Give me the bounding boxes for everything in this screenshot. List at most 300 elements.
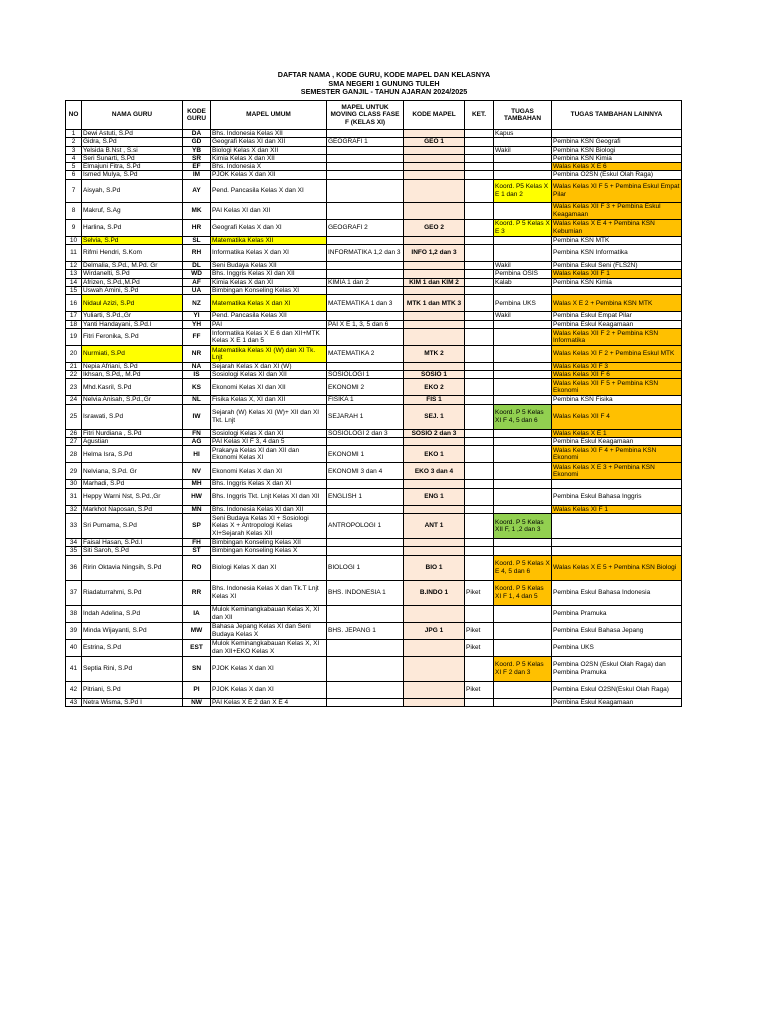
cell-mapel-moving-class: BIOLOGI 1 <box>327 555 404 580</box>
cell-tugas-tambahan: Pembina UKS <box>494 295 552 312</box>
cell-mapel-moving-class: SOSIOLOGI 1 <box>327 371 404 379</box>
cell-mapel-umum: Biologi Kelas X dan XII <box>211 146 327 154</box>
cell-kode-guru: MH <box>183 480 211 488</box>
header-mapel-moving-class: MAPEL UNTUK MOVING CLASS FASE F (KELAS XI) <box>327 101 404 130</box>
table-row <box>66 429 682 437</box>
cell-tugas-tambahan <box>494 286 552 294</box>
cell-mapel-moving-class <box>327 179 404 202</box>
cell-mapel-umum: Geografi Kelas XI dan XII <box>211 138 327 146</box>
cell-kode-mapel: MTK 2 <box>404 345 465 362</box>
cell-mapel-umum: PJOK Kelas X dan XII <box>211 171 327 179</box>
cell-tugas-tambahan-lainnya: Walas Kelas XII F 1 <box>552 270 682 278</box>
table-row <box>66 538 682 546</box>
cell-tugas-tambahan: Koord. P5 Kelas X E 1 dan 2 <box>494 179 552 202</box>
cell-no: 14 <box>66 278 82 286</box>
cell-no: 28 <box>66 446 82 463</box>
cell-ket <box>465 538 494 546</box>
table-row <box>66 286 682 294</box>
cell-tugas-tambahan-lainnya <box>552 286 682 294</box>
cell-tugas-tambahan <box>494 154 552 162</box>
cell-mapel-moving-class: INFORMATIKA 1,2 dan 3 <box>327 245 404 262</box>
cell-mapel-umum: Informatika Kelas X dan XI <box>211 245 327 262</box>
cell-nama-guru: Ismed Mulya, S.Pd <box>82 171 183 179</box>
cell-tugas-tambahan <box>494 681 552 698</box>
cell-tugas-tambahan: Wakil <box>494 262 552 270</box>
cell-ket <box>465 312 494 320</box>
cell-mapel-umum: Bhs. Indonesia Kelas X dan Tk.T Lnjt Kelas XI <box>211 580 327 605</box>
cell-no: 23 <box>66 379 82 396</box>
cell-tugas-tambahan: Wakil <box>494 146 552 154</box>
cell-no: 40 <box>66 639 82 656</box>
cell-mapel-moving-class <box>327 262 404 270</box>
cell-mapel-moving-class: GEOGRAFI 2 <box>327 219 404 236</box>
cell-ket <box>465 154 494 162</box>
cell-tugas-tambahan <box>494 698 552 706</box>
cell-mapel-umum: Bhs. Indonesia Kelas XII <box>211 130 327 138</box>
cell-mapel-umum: Bhs. Indonesia Kelas XI dan XII <box>211 505 327 513</box>
cell-no: 8 <box>66 202 82 219</box>
cell-mapel-umum: Ekonomi Kelas XI dan XII <box>211 379 327 396</box>
cell-mapel-moving-class: BHS. JEPANG 1 <box>327 622 404 639</box>
cell-nama-guru: Mhd.Kasril, S.Pd <box>82 379 183 396</box>
cell-mapel-moving-class <box>327 639 404 656</box>
cell-tugas-tambahan <box>494 538 552 546</box>
cell-ket <box>465 396 494 404</box>
cell-mapel-moving-class <box>327 163 404 171</box>
cell-tugas-tambahan-lainnya: Pembina Eskul Empat Pilar <box>552 312 682 320</box>
cell-mapel-umum: Bhs. Inggris Tkt. Lnjt Kelas XI dan XII <box>211 488 327 505</box>
cell-ket <box>465 379 494 396</box>
cell-mapel-moving-class: EKONOMI 2 <box>327 379 404 396</box>
cell-mapel-moving-class: SEJARAH 1 <box>327 404 404 429</box>
cell-tugas-tambahan-lainnya: Pembina KSN Kimia <box>552 278 682 286</box>
cell-tugas-tambahan <box>494 163 552 171</box>
table-row <box>66 146 682 154</box>
cell-no: 11 <box>66 245 82 262</box>
cell-mapel-umum: Matematika Kelas X dan XI <box>211 295 327 312</box>
cell-nama-guru: Siti Saroh, S.Pd <box>82 547 183 555</box>
cell-tugas-tambahan-lainnya: Walas Kelas XI F 4 + Pembina KSN Ekonomi <box>552 446 682 463</box>
cell-no: 1 <box>66 130 82 138</box>
cell-tugas-tambahan: Pembina OSIS <box>494 270 552 278</box>
cell-kode-mapel <box>404 480 465 488</box>
cell-tugas-tambahan <box>494 505 552 513</box>
table-row <box>66 328 682 345</box>
cell-mapel-moving-class <box>327 328 404 345</box>
table-row <box>66 278 682 286</box>
cell-mapel-moving-class: EKONOMI 3 dan 4 <box>327 463 404 480</box>
cell-kode-guru: EST <box>183 639 211 656</box>
cell-kode-mapel <box>404 681 465 698</box>
cell-tugas-tambahan-lainnya <box>552 480 682 488</box>
cell-mapel-umum: Sosiologi Kelas XI dan XII <box>211 371 327 379</box>
cell-tugas-tambahan <box>494 236 552 244</box>
cell-tugas-tambahan-lainnya: Pembina UKS <box>552 639 682 656</box>
table-row <box>66 404 682 429</box>
cell-kode-guru: SN <box>183 656 211 681</box>
cell-mapel-umum: Sosiologi Kelas X dan XI <box>211 429 327 437</box>
cell-kode-guru: IW <box>183 404 211 429</box>
cell-nama-guru: Estrina, S.Pd <box>82 639 183 656</box>
cell-no: 20 <box>66 345 82 362</box>
cell-kode-mapel <box>404 438 465 446</box>
cell-tugas-tambahan <box>494 639 552 656</box>
cell-kode-mapel <box>404 154 465 162</box>
cell-kode-guru: SR <box>183 154 211 162</box>
cell-tugas-tambahan <box>494 396 552 404</box>
cell-mapel-moving-class: FISIKA 1 <box>327 396 404 404</box>
cell-no: 9 <box>66 219 82 236</box>
table-row <box>66 463 682 480</box>
cell-kode-mapel: EKO 1 <box>404 446 465 463</box>
cell-ket <box>465 371 494 379</box>
table-row <box>66 295 682 312</box>
cell-kode-guru: DL <box>183 262 211 270</box>
cell-mapel-moving-class: KIMIA 1 dan 2 <box>327 278 404 286</box>
cell-tugas-tambahan: Kalab <box>494 278 552 286</box>
cell-mapel-moving-class <box>327 656 404 681</box>
cell-nama-guru: Gidra, S.Pd <box>82 138 183 146</box>
cell-mapel-moving-class <box>327 171 404 179</box>
cell-tugas-tambahan-lainnya: Walas X E 2 + Pembina KSN MTK <box>552 295 682 312</box>
cell-ket: Piket <box>465 681 494 698</box>
cell-tugas-tambahan: Kapus <box>494 130 552 138</box>
cell-no: 2 <box>66 138 82 146</box>
cell-nama-guru: Indah Adelina, S.Pd <box>82 605 183 622</box>
cell-mapel-umum: Pend. Pancasila Kelas X dan XI <box>211 179 327 202</box>
cell-tugas-tambahan-lainnya: Pembina KSN MTK <box>552 236 682 244</box>
cell-no: 21 <box>66 362 82 370</box>
cell-ket <box>465 270 494 278</box>
table-row <box>66 270 682 278</box>
cell-nama-guru: Selvia, S.Pd <box>82 236 183 244</box>
semester-label: SEMESTER GANJIL - TAHUN AJARAN 2024/2025 <box>300 87 468 97</box>
cell-tugas-tambahan: Koord. P 5 Kelas XI F 1, 4 dan 5 <box>494 580 552 605</box>
cell-mapel-moving-class <box>327 538 404 546</box>
header-ket: KET. <box>465 101 494 130</box>
cell-mapel-umum: PAI Kelas XI F 3, 4 dan 5 <box>211 438 327 446</box>
cell-ket <box>465 656 494 681</box>
cell-kode-mapel: SOSIO 1 <box>404 371 465 379</box>
cell-no: 27 <box>66 438 82 446</box>
cell-kode-mapel <box>404 312 465 320</box>
cell-kode-mapel: INFO 1,2 dan 3 <box>404 245 465 262</box>
cell-nama-guru: Helma Isra, S.Pd <box>82 446 183 463</box>
cell-no: 3 <box>66 146 82 154</box>
cell-kode-mapel <box>404 639 465 656</box>
cell-mapel-moving-class <box>327 547 404 555</box>
cell-mapel-umum: Ekonomi Kelas X dan XI <box>211 463 327 480</box>
table-row <box>66 163 682 171</box>
cell-kode-guru: RO <box>183 555 211 580</box>
table-row <box>66 345 682 362</box>
cell-no: 35 <box>66 547 82 555</box>
cell-kode-guru: MW <box>183 622 211 639</box>
table-row <box>66 555 682 580</box>
cell-tugas-tambahan-lainnya: Walas Kelas XI F 5 + Pembina Eskul Empat Pilar <box>552 179 682 202</box>
cell-ket <box>465 236 494 244</box>
cell-tugas-tambahan-lainnya: Pembina O2SN (Eskul Olah Raga) <box>552 171 682 179</box>
cell-kode-mapel <box>404 163 465 171</box>
cell-kode-guru: FF <box>183 328 211 345</box>
document-header <box>0 71 768 97</box>
cell-mapel-moving-class <box>327 681 404 698</box>
cell-kode-mapel <box>404 130 465 138</box>
cell-no: 13 <box>66 270 82 278</box>
header-kode-mapel: KODE MAPEL <box>404 101 465 130</box>
cell-no: 36 <box>66 555 82 580</box>
cell-kode-mapel <box>404 270 465 278</box>
cell-kode-guru: KS <box>183 379 211 396</box>
school-name: SMA NEGERI 1 GUNUNG TULEH <box>328 78 440 88</box>
cell-mapel-umum: PAI <box>211 320 327 328</box>
cell-nama-guru: Heppy Warni Nst, S.Pd.,Gr <box>82 488 183 505</box>
table-row <box>66 320 682 328</box>
cell-ket <box>465 698 494 706</box>
cell-tugas-tambahan <box>494 371 552 379</box>
cell-kode-guru: NW <box>183 698 211 706</box>
cell-mapel-umum: Bimbingan Konseling Kelas X <box>211 547 327 555</box>
table-row <box>66 656 682 681</box>
cell-nama-guru: Dewi Astuti, S.Pd <box>82 130 183 138</box>
cell-ket <box>465 219 494 236</box>
cell-mapel-moving-class <box>327 438 404 446</box>
cell-kode-mapel <box>404 179 465 202</box>
cell-kode-mapel: GEO 2 <box>404 219 465 236</box>
cell-tugas-tambahan-lainnya: Pembina Eskul O2SN(Eskul Olah Raga) <box>552 681 682 698</box>
cell-kode-guru: PI <box>183 681 211 698</box>
cell-mapel-moving-class: MATEMATIKA 1 dan 3 <box>327 295 404 312</box>
cell-mapel-moving-class: ENGLISH 1 <box>327 488 404 505</box>
cell-no: 25 <box>66 404 82 429</box>
cell-ket: Piket <box>465 639 494 656</box>
cell-mapel-umum: PJOK Kelas X dan XI <box>211 681 327 698</box>
cell-nama-guru: Faisal Hasan, S.Pd.I <box>82 538 183 546</box>
cell-tugas-tambahan: Koord. P 5 Kelas X E 4, 5 dan 6 <box>494 555 552 580</box>
cell-tugas-tambahan: Koord. P 5 Kelas XII F, 1 ,2 dan 3 <box>494 513 552 538</box>
cell-kode-mapel <box>404 328 465 345</box>
cell-mapel-umum: Informatika Kelas X E 6 dan XII+MTK Kelas X E 1 dan 5 <box>211 328 327 345</box>
cell-nama-guru: Nurmiati, S.Pd <box>82 345 183 362</box>
cell-tugas-tambahan <box>494 463 552 480</box>
cell-kode-guru: YB <box>183 146 211 154</box>
cell-kode-guru: NR <box>183 345 211 362</box>
cell-kode-guru: IA <box>183 605 211 622</box>
cell-ket <box>465 179 494 202</box>
cell-kode-mapel <box>404 538 465 546</box>
cell-mapel-moving-class: GEOGRAFI 1 <box>327 138 404 146</box>
cell-kode-mapel <box>404 202 465 219</box>
cell-tugas-tambahan-lainnya: Pembina KSN Informatika <box>552 245 682 262</box>
cell-tugas-tambahan-lainnya <box>552 538 682 546</box>
table-row <box>66 379 682 396</box>
cell-mapel-umum: Geografi Kelas X dan XI <box>211 219 327 236</box>
cell-kode-mapel <box>404 236 465 244</box>
cell-tugas-tambahan-lainnya <box>552 547 682 555</box>
cell-nama-guru: Yanti Handayani, S.Pd.I <box>82 320 183 328</box>
cell-ket <box>465 138 494 146</box>
cell-nama-guru: Pitriani, S.Pd <box>82 681 183 698</box>
cell-mapel-umum: Sejarah Kelas X dan XI (W) <box>211 362 327 370</box>
cell-ket <box>465 163 494 171</box>
header-no: NO <box>66 101 82 130</box>
cell-tugas-tambahan-lainnya: Pembina Eskul Bahasa Indonesia <box>552 580 682 605</box>
cell-kode-mapel: ENG 1 <box>404 488 465 505</box>
cell-no: 37 <box>66 580 82 605</box>
cell-no: 18 <box>66 320 82 328</box>
cell-kode-guru: NZ <box>183 295 211 312</box>
cell-ket <box>465 480 494 488</box>
cell-kode-mapel: MTK 1 dan MTK 3 <box>404 295 465 312</box>
cell-kode-guru: MK <box>183 202 211 219</box>
cell-kode-mapel <box>404 146 465 154</box>
cell-nama-guru: Delmalia, S.Pd., M.Pd. Gr <box>82 262 183 270</box>
cell-tugas-tambahan <box>494 138 552 146</box>
cell-mapel-umum: Bimbingan Konseling Kelas XII <box>211 538 327 546</box>
cell-tugas-tambahan: Koord. P 5 Kelas XI F 2 dan 3 <box>494 656 552 681</box>
cell-tugas-tambahan-lainnya: Pembina Eskul Keagamaan <box>552 320 682 328</box>
cell-nama-guru: Riadaturrahmi, S.Pd <box>82 580 183 605</box>
cell-kode-guru: NL <box>183 396 211 404</box>
cell-kode-mapel: FIS 1 <box>404 396 465 404</box>
cell-mapel-moving-class: ANTROPOLOGI 1 <box>327 513 404 538</box>
cell-mapel-moving-class: PAI X E 1, 3, 5 dan 6 <box>327 320 404 328</box>
cell-tugas-tambahan <box>494 379 552 396</box>
table-row <box>66 130 682 138</box>
cell-tugas-tambahan <box>494 345 552 362</box>
cell-nama-guru: Seri Sunarti, S.Pd <box>82 154 183 162</box>
cell-ket <box>465 286 494 294</box>
cell-nama-guru: Agustian <box>82 438 183 446</box>
cell-ket <box>465 202 494 219</box>
cell-nama-guru: Nepia Afriani, S.Pd <box>82 362 183 370</box>
cell-tugas-tambahan-lainnya: Pembina KSN Geografi <box>552 138 682 146</box>
cell-kode-mapel <box>404 698 465 706</box>
cell-no: 7 <box>66 179 82 202</box>
cell-kode-guru: HR <box>183 219 211 236</box>
cell-kode-mapel: GEO 1 <box>404 138 465 146</box>
cell-no: 33 <box>66 513 82 538</box>
header-tugas-tambahan: TUGAS TAMBAHAN <box>494 101 552 130</box>
table-row <box>66 698 682 706</box>
table-row <box>66 312 682 320</box>
cell-mapel-moving-class <box>327 286 404 294</box>
cell-no: 12 <box>66 262 82 270</box>
cell-tugas-tambahan-lainnya: Walas Kelas X E 1 <box>552 429 682 437</box>
table-header-row <box>66 101 682 130</box>
table-row <box>66 171 682 179</box>
cell-tugas-tambahan <box>494 547 552 555</box>
cell-kode-mapel <box>404 286 465 294</box>
cell-kode-guru: HI <box>183 446 211 463</box>
cell-mapel-umum: Bhs. Inggris Kelas XI dan XII <box>211 270 327 278</box>
cell-tugas-tambahan-lainnya: Pembina Eskul Seni (FLS2N) <box>552 262 682 270</box>
cell-ket <box>465 362 494 370</box>
cell-no: 39 <box>66 622 82 639</box>
cell-kode-guru: RR <box>183 580 211 605</box>
cell-kode-guru: GD <box>183 138 211 146</box>
cell-kode-mapel <box>404 171 465 179</box>
table-row <box>66 219 682 236</box>
cell-tugas-tambahan <box>494 438 552 446</box>
header-mapel-umum: MAPEL UMUM <box>211 101 327 130</box>
cell-ket <box>465 488 494 505</box>
cell-ket <box>465 547 494 555</box>
cell-tugas-tambahan-lainnya: Walas Kelas XI F 2 + Pembina Eskul MTK <box>552 345 682 362</box>
cell-nama-guru: Ririn Oktavia Ningsih, S.Pd <box>82 555 183 580</box>
cell-nama-guru: Marhadi, S.Pd <box>82 480 183 488</box>
cell-nama-guru: Markhot Naposan, S.Pd <box>82 505 183 513</box>
cell-mapel-umum: Bhs. Indonesia X <box>211 163 327 171</box>
cell-ket <box>465 171 494 179</box>
cell-no: 34 <box>66 538 82 546</box>
table-row <box>66 138 682 146</box>
cell-tugas-tambahan-lainnya: Walas Kelas XII F 3 + Pembina Eskul Keagamaan <box>552 202 682 219</box>
cell-ket <box>465 146 494 154</box>
cell-kode-guru: DA <box>183 130 211 138</box>
cell-tugas-tambahan <box>494 171 552 179</box>
cell-ket <box>465 429 494 437</box>
cell-no: 31 <box>66 488 82 505</box>
cell-kode-guru: NA <box>183 362 211 370</box>
cell-nama-guru: Aisyah, S.Pd <box>82 179 183 202</box>
cell-no: 5 <box>66 163 82 171</box>
cell-mapel-moving-class <box>327 480 404 488</box>
cell-kode-mapel <box>404 656 465 681</box>
cell-nama-guru: Makruf, S.Ag <box>82 202 183 219</box>
cell-ket: Piket <box>465 622 494 639</box>
cell-nama-guru: Fitri Nurdiana , S.Pd <box>82 429 183 437</box>
cell-no: 29 <box>66 463 82 480</box>
cell-kode-guru: AF <box>183 278 211 286</box>
cell-mapel-moving-class <box>327 362 404 370</box>
cell-mapel-moving-class <box>327 270 404 278</box>
cell-mapel-umum: Prakarya Kelas XI dan XII dan Ekonomi Kelas XI <box>211 446 327 463</box>
cell-mapel-umum: PAI Kelas X E 2 dan X E 4 <box>211 698 327 706</box>
cell-nama-guru: Sri Purnama, S.Pd <box>82 513 183 538</box>
cell-ket <box>465 555 494 580</box>
cell-ket <box>465 605 494 622</box>
table-row <box>66 580 682 605</box>
cell-kode-guru: SP <box>183 513 211 538</box>
table-row <box>66 362 682 370</box>
cell-tugas-tambahan: Koord. P 5 Kelas XI F 4, 5 dan 6 <box>494 404 552 429</box>
cell-mapel-moving-class: BHS. INDONESIA 1 <box>327 580 404 605</box>
cell-no: 38 <box>66 605 82 622</box>
cell-kode-guru: IS <box>183 371 211 379</box>
cell-tugas-tambahan <box>494 480 552 488</box>
table-row <box>66 622 682 639</box>
cell-mapel-umum: Seni Budaya Kelas XII <box>211 262 327 270</box>
table-row <box>66 446 682 463</box>
cell-mapel-umum: Pend. Pancasila Kelas XII <box>211 312 327 320</box>
cell-nama-guru: Fitri Feronika, S.Pd <box>82 328 183 345</box>
cell-kode-guru: UA <box>183 286 211 294</box>
cell-kode-guru: YI <box>183 312 211 320</box>
table-row <box>66 488 682 505</box>
cell-kode-mapel: EKO 2 <box>404 379 465 396</box>
cell-nama-guru: Nidaul Azizi, S.Pd <box>82 295 183 312</box>
header-kode-guru: KODE GURU <box>183 101 211 130</box>
cell-tugas-tambahan <box>494 446 552 463</box>
cell-tugas-tambahan-lainnya: Walas Kelas XI F 1 <box>552 505 682 513</box>
cell-mapel-umum: Kimia Kelas X dan XI <box>211 278 327 286</box>
cell-tugas-tambahan-lainnya: Walas Kelas XII F 2 + Pembina KSN Informatika <box>552 328 682 345</box>
cell-no: 17 <box>66 312 82 320</box>
cell-kode-guru: EF <box>183 163 211 171</box>
cell-tugas-tambahan <box>494 362 552 370</box>
cell-tugas-tambahan-lainnya: Pembina Eskul Keagamaan <box>552 698 682 706</box>
